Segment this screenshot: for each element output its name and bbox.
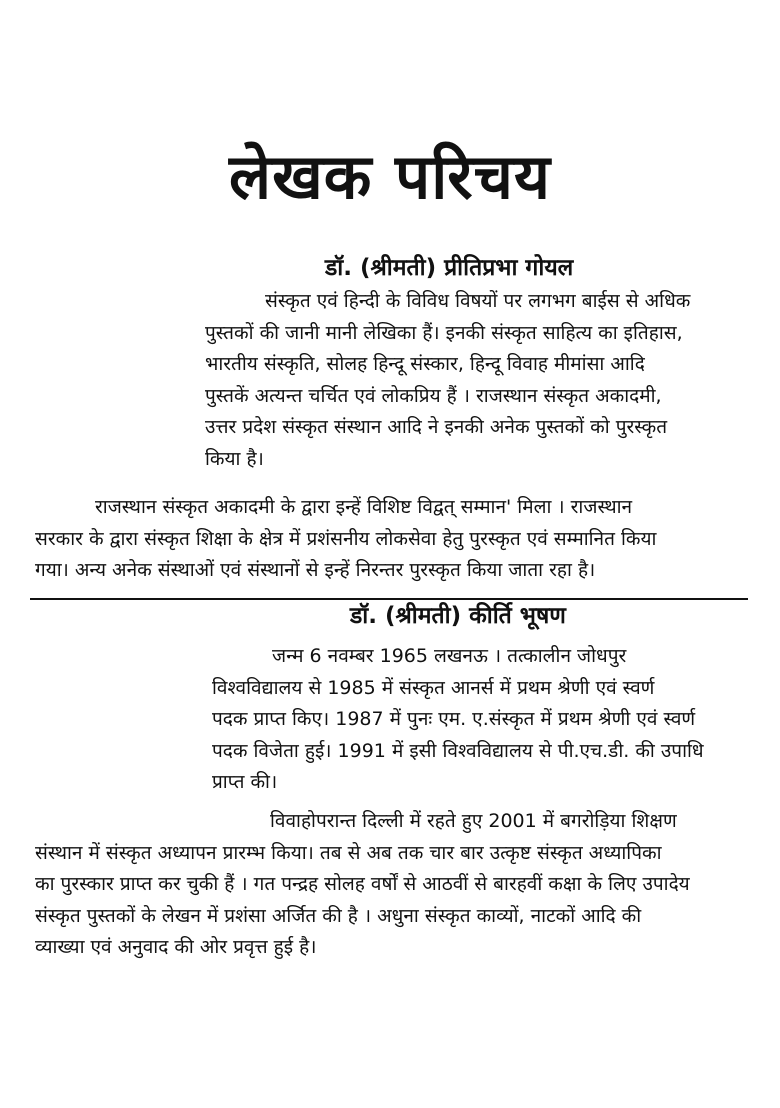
bio-line: जन्म 6 नवम्बर 1965 लखनऊ । तत्कालीन जोधपुर	[272, 645, 627, 667]
author-name-bhushan: डॉ. (श्रीमती) कीर्ति भूषण	[350, 603, 566, 629]
author-bio-goyal-para1	[205, 286, 745, 475]
bio-line: प्राप्त की।	[212, 771, 278, 793]
bio-line: भारतीय संस्कृति, सोलह हिन्दू संस्कार, हिन्दू विवाह मीमांसा आदि	[205, 353, 645, 375]
bio-line: किया है।	[205, 447, 264, 470]
bio-line: विवाहोपरान्त दिल्ली में रहते हुए 2001 में बगरोड़िया शिक्षण	[270, 810, 677, 832]
bio-line: राजस्थान संस्कृत अकादमी के द्वारा इन्हें विशिष्ट विद्वत् सम्मान' मिला । राजस्थान	[95, 496, 633, 518]
bio-line: पुस्तकें अत्यन्त चर्चित एवं लोकप्रिय हैं । राजस्थान संस्कृत अकादमी,	[205, 384, 662, 407]
author-name-goyal: डॉ. (श्रीमती) प्रीतिप्रभा गोयल	[325, 255, 574, 281]
bio-line: व्याख्या एवं अनुवाद की ओर प्रवृत्त हुई है।	[35, 936, 317, 958]
bio-line: का पुरस्कार प्राप्त कर चुकी हैं । गत पन्द्रह सोलह वर्षों से आठवीं से बारहवीं कक्षा के लिए उपादेय	[35, 873, 690, 895]
bio-line: विश्वविद्यालय से 1985 में संस्कृत आनर्स में प्रथम श्रेणी एवं स्वर्ण	[212, 676, 655, 699]
bio-line: पदक विजेता हुई। 1991 में इसी विश्वविद्यालय से पी.एच.डी. की उपाधि	[212, 739, 704, 762]
author-bio-bhushan-para2	[35, 806, 747, 964]
author-bio-bhushan-para1	[212, 641, 747, 799]
section-divider	[30, 598, 748, 600]
bio-line: उत्तर प्रदेश संस्कृत संस्थान आदि ने इनकी अनेक पुस्तकों को पुरस्कृत	[205, 416, 668, 438]
bio-line: सरकार के द्वारा संस्कृत शिक्षा के क्षेत्र में प्रशंसनीय लोकसेवा हेतु पुरस्कृत एवं सम्मानित किया	[35, 527, 657, 550]
bio-line: पदक प्राप्त किए। 1987 में पुनः एम. ए.संस्कृत में प्रथम श्रेणी एवं स्वर्ण	[212, 708, 696, 730]
author-bio-goyal-para2	[35, 492, 747, 587]
bio-line: पुस्तकों की जानी मानी लेखिका हैं। इनकी संस्कृत साहित्य का इतिहास,	[205, 321, 683, 344]
bio-line: संस्कृत एवं हिन्दी के विविध विषयों पर लगभग बाईस से अधिक	[265, 290, 691, 312]
bio-line: गया। अन्य अनेक संस्थाओं एवं संस्थानों से इन्हें निरन्तर पुरस्कृत किया जाता रहा है।	[35, 559, 596, 581]
page-title: लेखक परिचय	[229, 140, 551, 213]
bio-line: संस्थान में संस्कृत अध्यापन प्रारम्भ किया। तब से अब तक चार बार उत्कृष्ट संस्कृत अध्यापिका	[35, 841, 662, 864]
bio-line: संस्कृत पुस्तकों के लेखन में प्रशंसा अर्जित की है । अधुना संस्कृत काव्यों, नाटकों आदि की	[35, 904, 642, 927]
